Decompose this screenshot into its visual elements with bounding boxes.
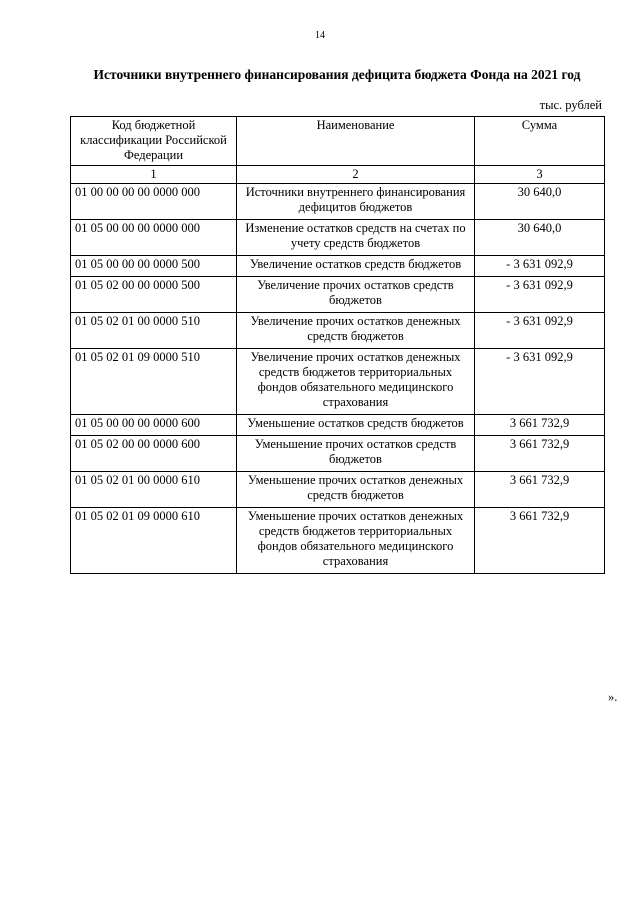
table-row <box>71 256 605 277</box>
row-sum: 3 661 732,9 <box>475 472 605 508</box>
column-number-1: 1 <box>71 166 237 184</box>
header-sum: Сумма <box>475 117 605 166</box>
row-code: 01 05 00 00 00 0000 600 <box>71 415 237 436</box>
financing-sources-table <box>70 116 605 574</box>
table-row <box>71 277 605 313</box>
row-name: Увеличение прочих остатков денежных средств бюджетов <box>237 313 475 349</box>
row-name: Увеличение остатков средств бюджетов <box>237 256 475 277</box>
row-sum: 30 640,0 <box>475 184 605 220</box>
row-code: 01 05 02 00 00 0000 500 <box>71 277 237 313</box>
row-code: 01 05 02 01 09 0000 610 <box>71 508 237 574</box>
row-name: Уменьшение прочих остатков средств бюджетов <box>237 436 475 472</box>
column-numbers-row <box>71 166 605 184</box>
table-row <box>71 472 605 508</box>
table-row <box>71 436 605 472</box>
row-code: 01 00 00 00 00 0000 000 <box>71 184 237 220</box>
row-code: 01 05 02 01 00 0000 610 <box>71 472 237 508</box>
row-name: Уменьшение прочих остатков денежных средств бюджетов территориальных фондов обязательного медицинского страхования <box>237 508 475 574</box>
row-name: Изменение остатков средств на счетах по учету средств бюджетов <box>237 220 475 256</box>
header-code: Код бюджетной классификации Российской Федерации <box>71 117 237 166</box>
closing-quote-mark: ». <box>608 690 618 704</box>
column-number-3: 3 <box>475 166 605 184</box>
units-label: тыс. рублей <box>539 98 602 112</box>
row-sum: 3 661 732,9 <box>475 415 605 436</box>
row-sum: - 3 631 092,9 <box>475 277 605 313</box>
row-sum: 30 640,0 <box>475 220 605 256</box>
table-row <box>71 220 605 256</box>
table-header-row <box>71 117 605 166</box>
table-row <box>71 508 605 574</box>
table-row <box>71 415 605 436</box>
row-name: Источники внутреннего финансирования дефицитов бюджетов <box>237 184 475 220</box>
row-code: 01 05 02 01 00 0000 510 <box>71 313 237 349</box>
row-sum: 3 661 732,9 <box>475 508 605 574</box>
row-code: 01 05 00 00 00 0000 000 <box>71 220 237 256</box>
row-sum: 3 661 732,9 <box>475 436 605 472</box>
row-code: 01 05 02 01 09 0000 510 <box>71 349 237 415</box>
document-title: Источники внутреннего финансирования дефицита бюджета Фонда на 2021 год <box>93 67 581 82</box>
table-row <box>71 184 605 220</box>
row-sum: - 3 631 092,9 <box>475 349 605 415</box>
row-sum: - 3 631 092,9 <box>475 313 605 349</box>
row-sum: - 3 631 092,9 <box>475 256 605 277</box>
row-code: 01 05 02 00 00 0000 600 <box>71 436 237 472</box>
header-name: Наименование <box>237 117 475 166</box>
table-row <box>71 349 605 415</box>
column-number-2: 2 <box>237 166 475 184</box>
page-number: 14 <box>315 30 325 41</box>
table-row <box>71 313 605 349</box>
row-code: 01 05 00 00 00 0000 500 <box>71 256 237 277</box>
row-name: Увеличение прочих остатков денежных средств бюджетов территориальных фондов обязательного медицинского страхования <box>237 349 475 415</box>
row-name: Увеличение прочих остатков средств бюджетов <box>237 277 475 313</box>
row-name: Уменьшение остатков средств бюджетов <box>237 415 475 436</box>
row-name: Уменьшение прочих остатков денежных средств бюджетов <box>237 472 475 508</box>
